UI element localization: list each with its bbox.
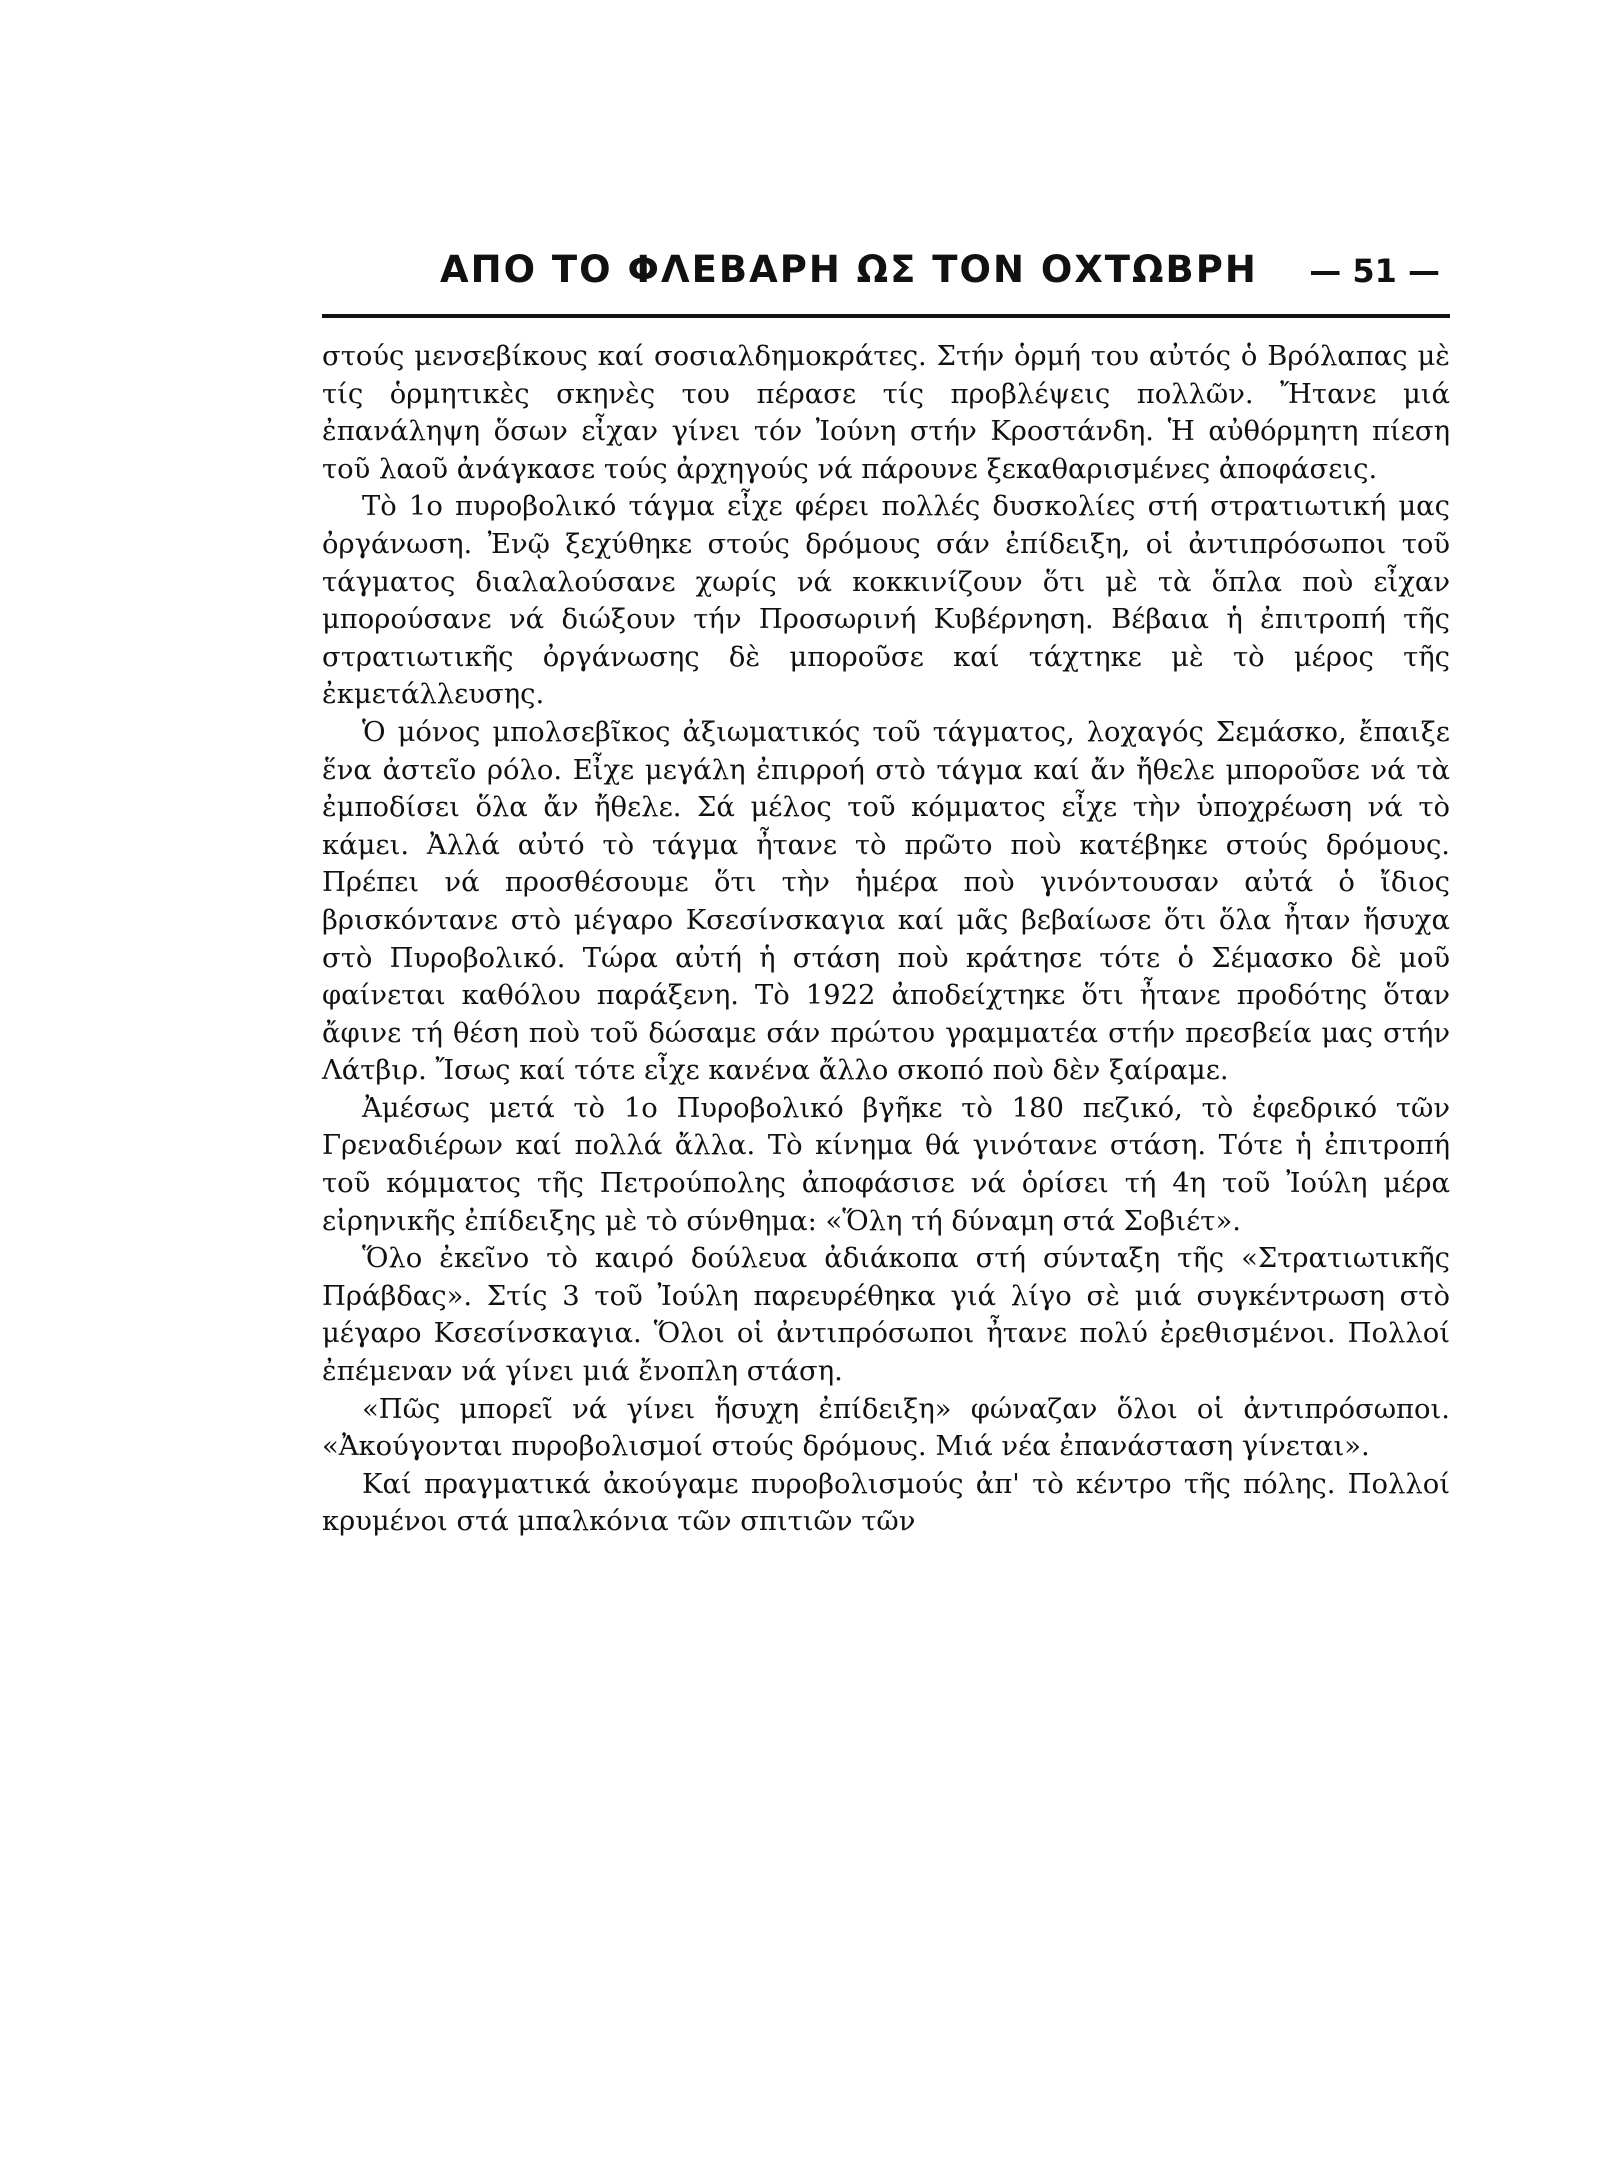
book-page xyxy=(322,248,1450,1541)
paragraph-4: Ἀμέσως μετά τὸ 1ο Πυροβολικό βγῆκε τὸ 180 πεζικό, τὸ ἐφεδρικό τῶν Γρεναδιέρων καί πολλά ἄλλα. Τὸ κίνημα θά γινότανε στάση. Τότε ἡ ἐπιτροπή τοῦ κόμματος τῆς Πετρούπολης ἀποφάσισε νά ὁρίσει τή 4η τοῦ Ἰούλη μέρα εἰρηνικῆς ἐπίδειξης μὲ τὸ σύνθημα: «Ὅλη τή δύναμη στά Σοβιέτ». xyxy=(322,1092,1450,1237)
page-number: — 51 — xyxy=(1309,252,1440,290)
paragraph-7: Καί πραγματικά ἀκούγαμε πυροβολισμούς ἀπ' τὸ κέντρο τῆς πόλης. Πολλοί κρυμένοι στά μπαλκόνια τῶν σπιτιῶν τῶν xyxy=(322,1468,1450,1538)
paragraph-5: Ὅλο ἐκεῖνο τὸ καιρό δούλευα ἀδιάκοπα στή σύνταξη τῆς «Στρατιωτικῆς Πράβδας». Στίς 3 τοῦ Ἰούλη παρευρέθηκα γιά λίγο σὲ μιά συγκέντρωση στὸ μέγαρο Κσεσίνσκαγια. Ὅλοι οἱ ἀντιπρόσωποι ἦτανε πολύ ἐρεθισμένοι. Πολλοί ἐπέμεναν νά γίνει μιά ἔνοπλη στάση. xyxy=(322,1243,1450,1388)
paragraph-6: «Πῶς μπορεῖ νά γίνει ἥσυχη ἐπίδειξη» φώναζαν ὅλοι οἱ ἀντιπρόσωποι. «Ἀκούγονται πυροβολισμοί στούς δρόμους. Μιά νέα ἐπανάσταση γίνεται». xyxy=(322,1393,1450,1463)
running-title: ΑΠΟ ΤΟ ΦΛΕΒΑΡΗ ΩΣ ΤΟΝ ΟΧΤΩΒΡΗ xyxy=(440,248,1258,291)
page-header xyxy=(322,248,1450,308)
paragraph-3: Ὁ μόνος μπολσεβῖκος ἀξιωματικός τοῦ τάγματος, λοχαγός Σεμάσκο, ἔπαιξε ἕνα ἀστεῖο ρόλο. Εἶχε μεγάλη ἐπιρροή στὸ τάγμα καί ἄν ἤθελε μποροῦσε νά τὰ ἐμποδίσει ὅλα ἄν ἤθελε. Σά μέλος τοῦ κόμματος εἶχε τὴν ὑποχρέωση νά τὸ κάμει. Ἀλλά αὐτό τὸ τάγμα ἦτανε τὸ πρῶτο ποὺ κατέβηκε στούς δρόμους. Πρέπει νά προσθέσουμε ὅτι τὴν ἡμέρα ποὺ γινόντουσαν αὐτά ὁ ἴδιος βρισκόντανε στὸ μέγαρο Κσεσίνσκαγια καί μᾶς βεβαίωσε ὅτι ὅλα ἦταν ἥσυχα στὸ Πυροβολικό. Τώρα αὐτή ἡ στάση ποὺ κράτησε τότε ὁ Σέμασκο δὲ μοῦ φαίνεται καθόλου παράξενη. Τὸ 1922 ἀποδείχτηκε ὅτι ἦτανε προδότης ὅταν ἄφινε τή θέση ποὺ τοῦ δώσαμε σάν πρώτου γραμματέα στήν πρεσβεία μας στήν Λάτβιρ. Ἴσως καί τότε εἶχε κανένα ἄλλο σκοπό ποὺ δὲν ξαίραμε. xyxy=(322,716,1450,1087)
header-rule xyxy=(322,314,1450,318)
paragraph-2: Τὸ 1ο πυροβολικό τάγμα εἶχε φέρει πολλές δυσκολίες στή στρατιωτική μας ὀργάνωση. Ἐνῷ ξεχύθηκε στούς δρόμους σάν ἐπίδειξη, οἱ ἀντιπρόσωποι τοῦ τάγματος διαλαλούσανε χωρίς νά κοκκινίζουν ὅτι μὲ τὰ ὅπλα ποὺ εἶχαν μπορούσανε νά διώξουν τήν Προσωρινή Κυβέρνηση. Βέβαια ἡ ἐπιτροπή τῆς στρατιωτικῆς ὀργάνωσης δὲ μποροῦσε καί τάχτηκε μὲ τὸ μέρος τῆς ἐκμετάλλευσης. xyxy=(322,491,1450,711)
paragraph-1: στούς μενσεβίκους καί σοσιαλδημοκράτες. Στήν ὁρμή του αὐτός ὁ Βρόλαπας μὲ τίς ὁρμητικὲς σκηνὲς του πέρασε τίς προβλέψεις πολλῶν. Ἤτανε μιά ἐπανάληψη ὅσων εἶχαν γίνει τόν Ἰούνη στήν Κροστάνδη. Ἡ αὐθόρμητη πίεση τοῦ λαοῦ ἀνάγκασε τούς ἀρχηγούς νά πάρουνε ξεκαθαρισμένες ἀποφάσεις. xyxy=(322,341,1450,485)
body-text xyxy=(322,338,1450,1541)
